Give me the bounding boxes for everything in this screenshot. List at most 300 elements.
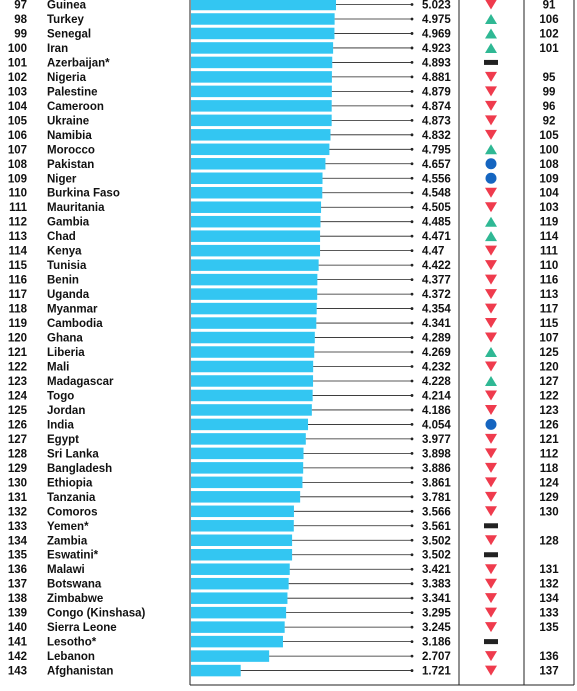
score-bar xyxy=(191,317,316,329)
country-label: Iran xyxy=(47,42,69,55)
previous-rank-label: 100 xyxy=(539,144,559,157)
score-label: 4.548 xyxy=(422,187,451,200)
table-row xyxy=(8,462,559,475)
rank-down-icon xyxy=(485,318,497,328)
score-bar xyxy=(191,259,319,271)
country-label: Turkey xyxy=(47,13,84,26)
score-bar xyxy=(191,288,317,300)
score-bar xyxy=(191,303,317,315)
table-row xyxy=(8,404,559,417)
table-row xyxy=(8,448,558,461)
country-label: Nigeria xyxy=(47,71,86,84)
rank-label: 111 xyxy=(9,202,27,215)
rank-down-icon xyxy=(485,434,497,444)
country-label: Yemen* xyxy=(47,520,89,533)
score-bar xyxy=(191,346,314,358)
country-label: Lesotho* xyxy=(47,636,97,649)
score-bar xyxy=(191,115,332,127)
country-label: Namibia xyxy=(47,129,92,142)
score-label: 3.341 xyxy=(422,593,451,606)
score-bar xyxy=(191,361,313,373)
score-label: 3.502 xyxy=(422,549,451,562)
country-label: Zimbabwe xyxy=(47,593,104,606)
previous-rank-label: 137 xyxy=(539,665,559,678)
rank-unranked-icon xyxy=(484,523,498,528)
table-row xyxy=(8,57,498,70)
leader-dot xyxy=(411,133,414,136)
rank-down-icon xyxy=(485,651,497,661)
previous-rank-label: 104 xyxy=(539,187,559,200)
score-label: 4.832 xyxy=(422,129,451,142)
table-row xyxy=(8,650,559,663)
leader-dot xyxy=(411,278,414,281)
previous-rank-label: 134 xyxy=(539,593,559,606)
previous-rank-label: 95 xyxy=(542,71,556,84)
previous-rank-label: 111 xyxy=(540,245,558,258)
rank-label: 132 xyxy=(7,506,27,519)
previous-rank-label: 131 xyxy=(539,564,559,577)
score-bar xyxy=(191,158,325,170)
score-bar xyxy=(191,491,300,503)
table-row xyxy=(8,71,556,84)
previous-rank-label: 127 xyxy=(539,375,559,388)
rank-label: 138 xyxy=(7,593,27,606)
rank-up-icon xyxy=(485,376,497,386)
score-label: 4.874 xyxy=(422,100,451,113)
score-bar xyxy=(191,592,287,604)
score-label: 3.861 xyxy=(422,477,451,490)
previous-rank-label: 124 xyxy=(539,477,559,490)
score-label: 4.228 xyxy=(422,375,451,388)
previous-rank-label: 133 xyxy=(539,607,559,620)
rank-label: 128 xyxy=(7,448,27,461)
score-label: 4.186 xyxy=(422,404,451,417)
leader-dot xyxy=(411,293,414,296)
rank-label: 120 xyxy=(7,332,27,345)
rank-label: 115 xyxy=(8,260,27,273)
previous-rank-label: 101 xyxy=(539,42,559,55)
table-row xyxy=(14,28,558,41)
rank-label: 109 xyxy=(7,173,27,186)
leader-dot xyxy=(411,423,414,426)
score-label: 4.422 xyxy=(422,260,451,273)
table-row xyxy=(8,317,558,330)
table-row xyxy=(14,13,558,26)
score-bar xyxy=(191,665,241,677)
table-row xyxy=(8,245,558,258)
previous-rank-label: 135 xyxy=(539,622,559,635)
leader-dot xyxy=(411,90,414,93)
score-label: 4.657 xyxy=(422,158,451,171)
table-row xyxy=(8,274,558,287)
score-bar xyxy=(191,433,306,445)
rank-label: 140 xyxy=(7,622,27,635)
country-label: Cambodia xyxy=(47,318,103,331)
leader-dot xyxy=(411,177,414,180)
table-row xyxy=(8,535,559,548)
leader-dot xyxy=(411,206,414,209)
table-row xyxy=(8,520,498,533)
score-bar xyxy=(191,201,321,213)
leader-dot xyxy=(411,466,414,469)
score-label: 4.269 xyxy=(422,347,451,360)
score-label: 4.505 xyxy=(422,202,451,215)
rank-down-icon xyxy=(485,492,497,502)
country-label: Niger xyxy=(47,173,77,186)
table-row xyxy=(8,115,556,128)
score-label: 4.975 xyxy=(422,13,451,26)
country-label: Jordan xyxy=(47,404,86,417)
rank-unranked-icon xyxy=(484,60,498,65)
leader-dot xyxy=(411,438,414,441)
leader-dot xyxy=(411,655,414,658)
rank-down-icon xyxy=(485,579,497,589)
country-label: Lebanon xyxy=(47,651,95,664)
score-label: 3.502 xyxy=(422,535,451,548)
rank-up-icon xyxy=(485,217,497,227)
table-row xyxy=(8,216,558,229)
rank-down-icon xyxy=(485,333,497,343)
leader-dot xyxy=(411,380,414,383)
previous-rank-label: 115 xyxy=(539,318,559,331)
leader-dot xyxy=(411,597,414,600)
table-row xyxy=(8,563,559,576)
score-bar xyxy=(191,274,317,286)
score-bar xyxy=(191,650,269,662)
rank-down-icon xyxy=(485,477,497,487)
score-bar xyxy=(191,187,322,199)
table-row xyxy=(8,375,559,388)
score-bar xyxy=(191,42,333,54)
rank-label: 114 xyxy=(8,245,27,258)
previous-rank-label: 119 xyxy=(539,216,559,229)
previous-rank-label: 103 xyxy=(539,202,559,215)
score-bar xyxy=(191,129,330,141)
table-row xyxy=(8,173,559,186)
rank-label: 106 xyxy=(7,129,27,142)
rank-down-icon xyxy=(485,362,497,372)
country-label: Myanmar xyxy=(47,303,98,316)
previous-rank-label: 113 xyxy=(539,289,559,302)
leader-dot xyxy=(411,104,414,107)
table-row xyxy=(8,491,559,504)
leader-dot xyxy=(411,452,414,455)
country-label: Palestine xyxy=(47,86,98,99)
rank-down-icon xyxy=(485,564,497,574)
country-label: Cameroon xyxy=(47,100,104,113)
score-label: 4.873 xyxy=(422,115,451,128)
country-label: Comoros xyxy=(47,506,98,519)
previous-rank-label: 128 xyxy=(539,535,559,548)
rank-label: 113 xyxy=(8,231,27,244)
rank-down-icon xyxy=(485,130,497,140)
leader-dot xyxy=(411,119,414,122)
country-label: Azerbaijan* xyxy=(47,57,110,70)
score-bar xyxy=(191,535,292,547)
rank-down-icon xyxy=(485,506,497,516)
rank-label: 142 xyxy=(7,651,27,664)
previous-rank-label: 132 xyxy=(539,578,559,591)
rank-label: 97 xyxy=(14,0,27,12)
rank-label: 104 xyxy=(7,100,27,113)
rank-down-icon xyxy=(485,101,497,111)
previous-rank-label: 92 xyxy=(542,115,556,128)
rank-label: 107 xyxy=(7,144,27,157)
rank-down-icon xyxy=(485,593,497,603)
table-row xyxy=(9,201,559,214)
score-bar xyxy=(191,448,304,460)
rank-same-icon xyxy=(486,419,497,430)
rank-unranked-icon xyxy=(484,639,498,644)
previous-rank-label: 130 xyxy=(539,506,559,519)
rank-label: 121 xyxy=(7,347,27,360)
country-label: Uganda xyxy=(47,289,90,302)
rank-label: 143 xyxy=(7,665,27,678)
rank-label: 122 xyxy=(7,361,27,374)
score-label: 3.561 xyxy=(422,520,451,533)
table-row xyxy=(8,592,559,605)
rank-down-icon xyxy=(485,448,497,458)
score-label: 3.186 xyxy=(422,636,451,649)
score-bar xyxy=(191,86,332,98)
score-label: 4.969 xyxy=(422,28,451,41)
score-label: 3.245 xyxy=(422,622,451,635)
leader-dot xyxy=(411,495,414,498)
leader-dot xyxy=(411,61,414,64)
score-label: 3.781 xyxy=(422,491,451,504)
rank-down-icon xyxy=(485,202,497,212)
score-bar xyxy=(191,578,289,590)
score-bar xyxy=(191,100,332,112)
rank-label: 110 xyxy=(8,187,27,200)
leader-dot xyxy=(411,409,414,412)
score-bar xyxy=(191,390,313,402)
score-label: 3.886 xyxy=(422,462,451,475)
rank-label: 101 xyxy=(7,57,27,70)
score-label: 3.295 xyxy=(422,607,451,620)
previous-rank-label: 91 xyxy=(542,0,556,12)
leader-dot xyxy=(411,553,414,556)
rank-down-icon xyxy=(485,405,497,415)
score-bar xyxy=(191,245,320,257)
rank-label: 98 xyxy=(14,13,27,26)
leader-dot xyxy=(411,539,414,542)
score-label: 3.566 xyxy=(422,506,451,519)
table-row xyxy=(8,361,559,374)
country-label: Benin xyxy=(47,274,79,287)
rank-down-icon xyxy=(485,275,497,285)
table-row xyxy=(8,129,559,142)
leader-dot xyxy=(411,235,414,238)
score-bar xyxy=(191,607,286,619)
rank-up-icon xyxy=(485,231,497,241)
score-bar xyxy=(191,230,320,242)
country-label: Ethiopia xyxy=(47,477,93,490)
country-label: Mauritania xyxy=(47,202,105,215)
previous-rank-label: 136 xyxy=(539,651,559,664)
previous-rank-label: 117 xyxy=(539,303,559,316)
leader-dot xyxy=(411,76,414,79)
country-label: Egypt xyxy=(47,433,79,446)
table-row xyxy=(8,288,558,301)
rank-label: 116 xyxy=(8,274,27,287)
score-label: 4.47 xyxy=(422,245,445,258)
table-row xyxy=(8,578,559,591)
leader-dot xyxy=(411,191,414,194)
chart-rows xyxy=(8,0,559,678)
rank-label: 119 xyxy=(8,318,27,331)
rank-label: 105 xyxy=(7,115,27,128)
rank-label: 130 xyxy=(7,477,27,490)
leader-dot xyxy=(411,148,414,151)
previous-rank-label: 126 xyxy=(539,419,559,432)
leader-dot xyxy=(411,481,414,484)
leader-dot xyxy=(411,32,414,35)
previous-rank-label: 99 xyxy=(542,86,556,99)
rank-down-icon xyxy=(485,0,497,10)
score-label: 3.898 xyxy=(422,448,451,461)
previous-rank-label: 108 xyxy=(539,158,559,171)
previous-rank-label: 123 xyxy=(539,404,559,417)
rank-label: 123 xyxy=(7,375,27,388)
rank-label: 135 xyxy=(7,549,27,562)
score-bar xyxy=(191,332,315,344)
table-row xyxy=(8,332,559,345)
score-label: 4.556 xyxy=(422,173,451,186)
rank-label: 129 xyxy=(7,462,27,475)
country-label: Chad xyxy=(47,231,76,244)
rank-label: 141 xyxy=(7,636,27,649)
score-bar xyxy=(191,462,303,474)
previous-rank-label: 105 xyxy=(539,129,559,142)
table-row xyxy=(8,607,559,620)
previous-rank-label: 116 xyxy=(539,274,559,287)
score-bar xyxy=(191,621,285,633)
previous-rank-label: 102 xyxy=(539,28,559,41)
leader-dot xyxy=(411,394,414,397)
country-label: Liberia xyxy=(47,347,85,360)
score-bar xyxy=(191,28,334,40)
country-label: Sierra Leone xyxy=(47,622,117,635)
table-row xyxy=(8,346,559,359)
leader-dot xyxy=(411,611,414,614)
leader-dot xyxy=(411,365,414,368)
score-label: 4.354 xyxy=(422,303,451,316)
score-bar xyxy=(191,216,320,228)
table-row xyxy=(8,665,559,678)
country-label: Bangladesh xyxy=(47,462,113,475)
previous-rank-label: 109 xyxy=(539,173,559,186)
rank-label: 118 xyxy=(8,303,27,316)
leader-dot xyxy=(411,264,414,267)
country-label: Afghanistan xyxy=(47,665,114,678)
leader-dot xyxy=(411,669,414,672)
table-row xyxy=(8,303,558,316)
score-label: 3.977 xyxy=(422,433,451,446)
previous-rank-label: 129 xyxy=(539,491,559,504)
rank-down-icon xyxy=(485,260,497,270)
score-label: 4.893 xyxy=(422,57,451,70)
country-label: Madagascar xyxy=(47,375,114,388)
score-bar xyxy=(191,636,283,648)
table-row xyxy=(8,100,556,113)
rank-down-icon xyxy=(485,72,497,82)
rank-down-icon xyxy=(485,608,497,618)
rank-down-icon xyxy=(485,535,497,545)
score-label: 4.795 xyxy=(422,144,451,157)
rank-label: 137 xyxy=(7,578,27,591)
previous-rank-label: 121 xyxy=(539,433,559,446)
country-label: Senegal xyxy=(47,28,92,41)
leader-dot xyxy=(411,249,414,252)
rank-up-icon xyxy=(485,43,497,53)
score-label: 4.372 xyxy=(422,289,451,302)
rank-down-icon xyxy=(485,463,497,473)
rank-label: 125 xyxy=(7,404,27,417)
score-label: 4.377 xyxy=(422,274,451,287)
leader-dot xyxy=(411,626,414,629)
previous-rank-label: 96 xyxy=(542,100,556,113)
previous-rank-label: 114 xyxy=(539,231,559,244)
rank-down-icon xyxy=(485,289,497,299)
rank-up-icon xyxy=(485,347,497,357)
score-bar xyxy=(191,520,294,532)
table-row xyxy=(8,144,559,157)
score-label: 4.054 xyxy=(422,419,451,432)
rank-label: 124 xyxy=(7,390,27,403)
table-row xyxy=(8,187,559,200)
leader-dot xyxy=(411,568,414,571)
rank-down-icon xyxy=(485,86,497,96)
score-bar xyxy=(191,549,292,561)
country-label: Eswatini* xyxy=(47,549,99,562)
table-row xyxy=(8,621,559,634)
score-bar xyxy=(191,477,302,489)
country-label: Sri Lanka xyxy=(47,448,99,461)
leader-dot xyxy=(411,510,414,513)
country-label: Burkina Faso xyxy=(47,187,120,200)
table-row xyxy=(8,230,558,243)
table-row xyxy=(8,506,559,519)
rank-down-icon xyxy=(485,622,497,632)
leader-dot xyxy=(411,322,414,325)
rank-label: 127 xyxy=(7,433,27,446)
previous-rank-label: 106 xyxy=(539,13,559,26)
table-row xyxy=(8,158,559,171)
rank-label: 103 xyxy=(7,86,27,99)
score-label: 1.721 xyxy=(422,665,451,678)
rank-down-icon xyxy=(485,666,497,676)
rank-up-icon xyxy=(485,28,497,38)
score-bar xyxy=(191,506,294,518)
score-bar xyxy=(191,375,313,387)
rank-same-icon xyxy=(486,173,497,184)
country-label: Gambia xyxy=(47,216,90,229)
previous-rank-label: 122 xyxy=(539,390,559,403)
score-label: 5.023 xyxy=(422,0,451,12)
rank-unranked-icon xyxy=(484,552,498,557)
country-label: Mali xyxy=(47,361,70,374)
score-label: 4.232 xyxy=(422,361,451,374)
leader-dot xyxy=(411,47,414,50)
rank-down-icon xyxy=(485,246,497,256)
score-bar xyxy=(191,13,335,25)
leader-dot xyxy=(411,3,414,6)
leader-dot xyxy=(411,18,414,21)
rank-label: 133 xyxy=(7,520,27,533)
previous-rank-label: 125 xyxy=(539,347,559,360)
rank-down-icon xyxy=(485,390,497,400)
